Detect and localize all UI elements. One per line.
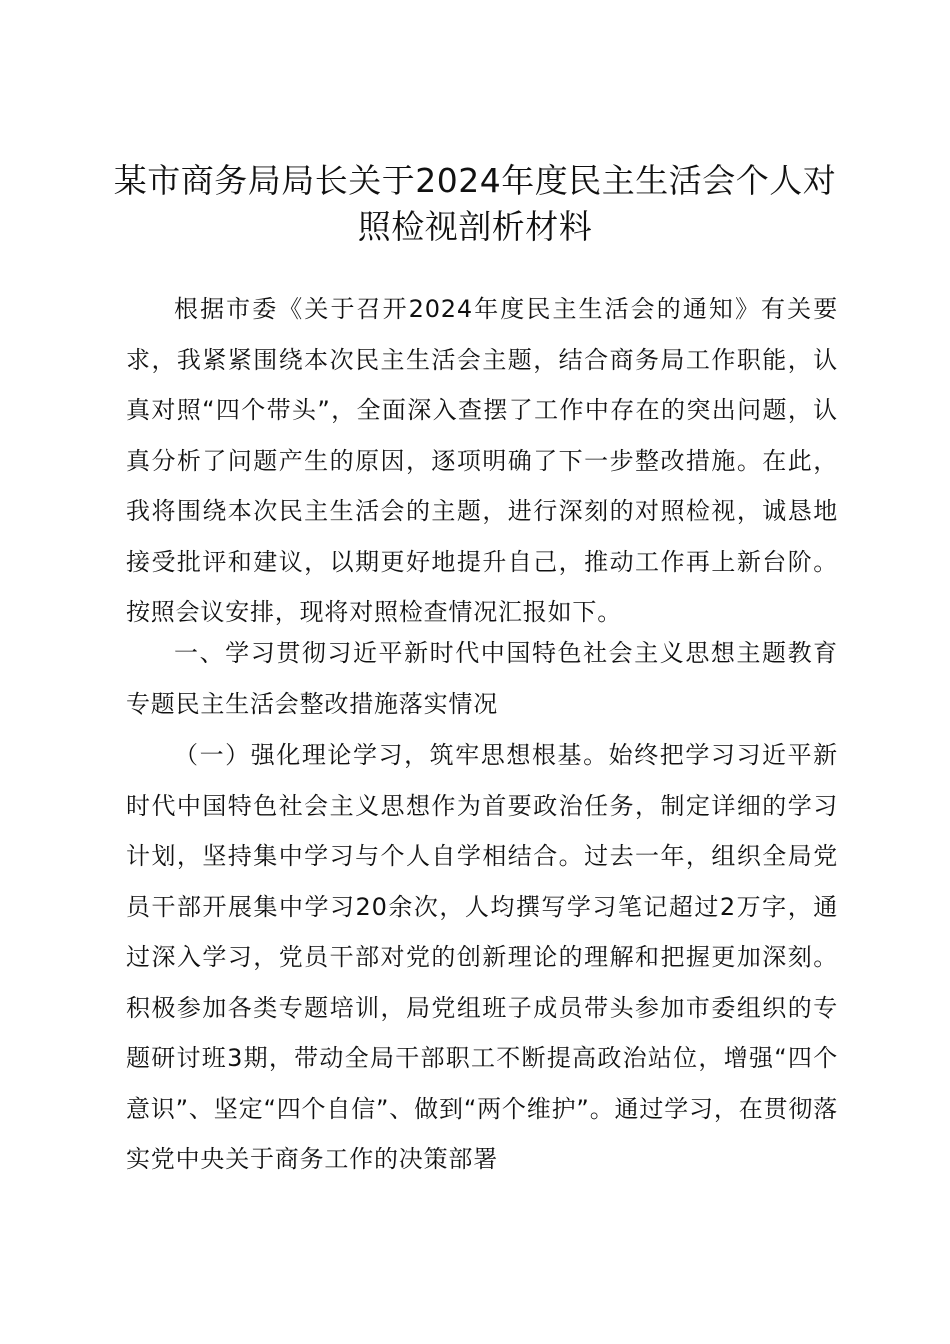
paragraph-intro: 根据市委《关于召开2024年度民主生活会的通知》有关要求，我紧紧围绕本次民主生活会主题，结合商务局工作职能，认真对照“四个带头”，全面深入查摆了工作中存在的突出问题，认真分析了问题产生的原因，逐项明确了下一步整改措施。在此，我将围绕本次民主生活会的主题，进行深刻的对照检视，诚恳地接受批评和建议，以期更好地提升自己，推动工作再上新台阶。按照会议安排，现将对照检查情况汇报如下。 [126, 295, 838, 626]
paragraph-theory-study: （一）强化理论学习，筑牢思想根基。始终把学习习近平新时代中国特色社会主义思想作为首要政治任务，制定详细的学习计划，坚持集中学习与个人自学相结合。过去一年，组织全局党员干部开展集中学习20余次，人均撰写学习笔记超过2万字，通过深入学习，党员干部对党的创新理论的理解和把握更加深刻。积极参加各类专题培训，局党组班子成员带头参加市委组织的专题研讨班3期，带动全局干部职工不断提高政治站位，增强“四个意识”、坚定“四个自信”、做到“两个维护”。通过学习，在贯彻落实党中央关于商务工作的决策部署 [126, 741, 838, 1173]
document-title: 某市商务局局长关于2024年度民主生活会个人对照检视剖析材料 [113, 161, 837, 246]
section-heading-1: 一、学习贯彻习近平新时代中国特色社会主义思想主题教育专题民主生活会整改措施落实情况 [126, 639, 838, 718]
